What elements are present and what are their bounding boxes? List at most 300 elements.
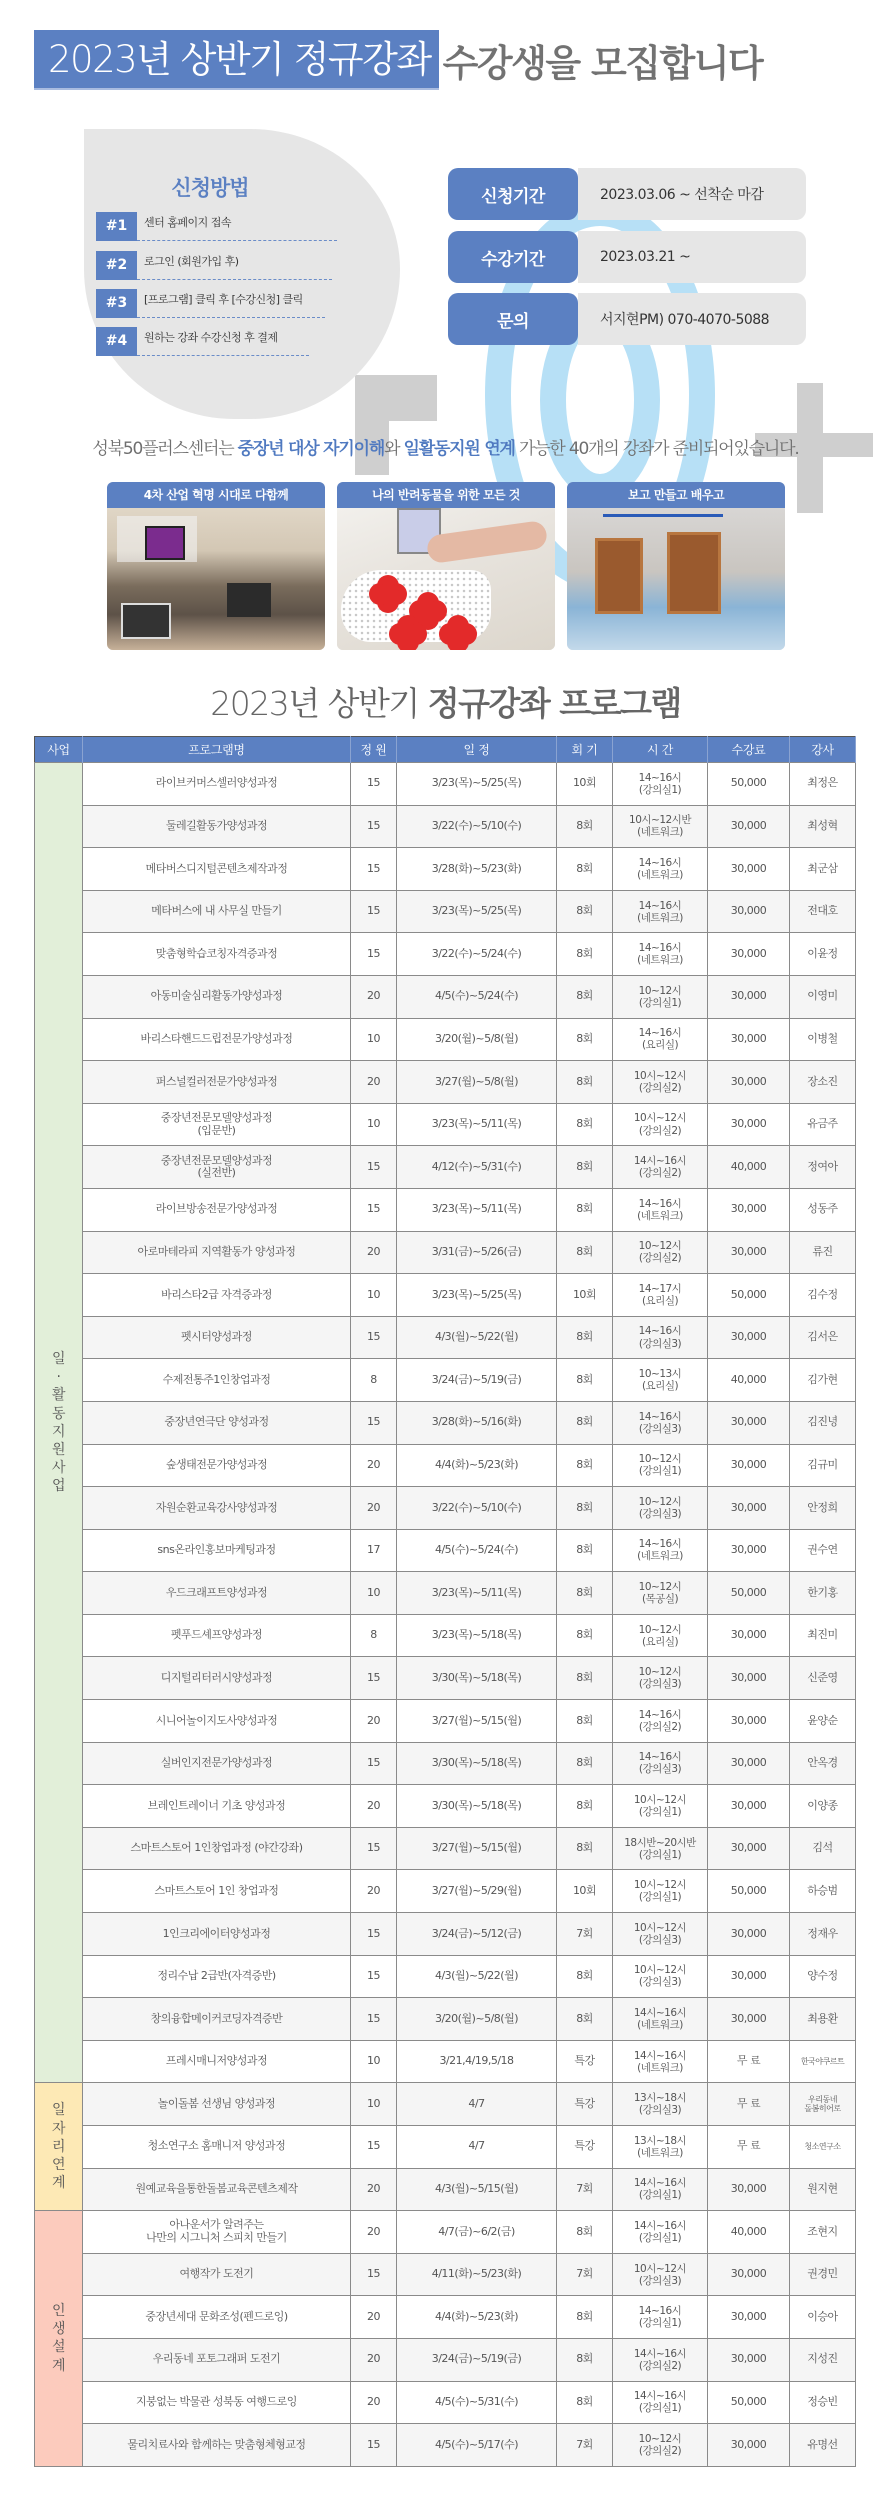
- fee-cell: [708, 2381, 790, 2424]
- sessions-cell-text: 8회: [576, 989, 593, 1003]
- time-cell-text: 10~12시: [638, 984, 682, 997]
- table-row: [35, 2126, 856, 2169]
- table-row: [35, 2424, 856, 2467]
- sessions-cell-text: 8회: [576, 2224, 593, 2238]
- fee-cell: [708, 1274, 790, 1317]
- capacity-cell-text: 15: [367, 1926, 380, 1940]
- sessions-cell: [557, 1146, 613, 1189]
- time-cell: [613, 933, 708, 976]
- instructor-cell: [790, 2168, 856, 2211]
- schedule-cell-text: 3/23(목)~5/11(목): [431, 1202, 522, 1216]
- program-name-cell-text: 브레인트레이너 기초 양성과정: [147, 1798, 286, 1812]
- capacity-cell: [351, 1742, 397, 1785]
- time-cell: [613, 1444, 708, 1487]
- time-cell-text: (강의실1): [638, 1848, 682, 1861]
- sessions-cell: [557, 890, 613, 933]
- table-row: [35, 1955, 856, 1998]
- capacity-cell: [351, 1614, 397, 1657]
- table-row: [35, 1487, 856, 1530]
- instructor-cell-text: 김가현: [807, 1372, 838, 1386]
- photo-card-classroom: [107, 482, 325, 650]
- fee-cell-text: 30,000: [730, 1543, 767, 1557]
- apply-step-2: [96, 252, 332, 278]
- fee-cell-text: 30,000: [730, 904, 767, 918]
- program-name-cell-text: 디지털리터러시양성과정: [160, 1670, 273, 1684]
- time-cell-text: 10~12시: [638, 1495, 682, 1508]
- time-cell-text: (강의실2): [638, 1252, 682, 1265]
- info-value: 2023.03.21 ~: [588, 231, 806, 283]
- time-cell-text: 14~16시: [638, 856, 682, 869]
- time-cell-text: (강의실2): [638, 2444, 682, 2457]
- col-fee: 수강료: [708, 737, 790, 763]
- sessions-cell: [557, 2296, 613, 2339]
- program-name-cell: [83, 933, 351, 976]
- capacity-cell-text: 17: [367, 1543, 380, 1557]
- time-cell-text: (요리실): [641, 1294, 679, 1307]
- program-name-cell: [83, 2168, 351, 2211]
- sessions-cell-text: 8회: [576, 2352, 593, 2366]
- time-cell-text: 14~16시: [638, 1708, 682, 1721]
- fee-cell: [708, 2083, 790, 2126]
- capacity-cell-text: 20: [367, 1883, 380, 1897]
- capacity-cell-text: 15: [367, 819, 380, 833]
- time-cell-text: (강의실1): [638, 1465, 682, 1478]
- program-name-cell: [83, 1955, 351, 1998]
- time-cell: [613, 975, 708, 1018]
- fee-cell: [708, 1444, 790, 1487]
- time-cell-text: (네트워크): [637, 954, 683, 967]
- photo-card-sewing: [337, 482, 555, 650]
- schedule-cell-text: 4/5(수)~5/24(수): [434, 1543, 519, 1557]
- schedule-cell: [397, 1359, 557, 1402]
- time-cell: [613, 1870, 708, 1913]
- schedule-cell: [397, 1827, 557, 1870]
- schedule-cell-text: 3/23(목)~5/25(목): [431, 776, 522, 790]
- program-name-cell: [83, 1188, 351, 1231]
- fee-cell: [708, 890, 790, 933]
- fee-cell-text: 50,000: [730, 776, 767, 790]
- instructor-cell: [790, 1785, 856, 1828]
- capacity-cell: [351, 1188, 397, 1231]
- title-highlight: 2023년 상반기 정규강좌: [34, 30, 439, 90]
- capacity-cell-text: 20: [367, 1500, 380, 1514]
- schedule-cell-text: 3/20(월)~5/8(월): [434, 1032, 519, 1046]
- schedule-cell: [397, 2381, 557, 2424]
- table-row: [35, 848, 856, 891]
- time-cell-text: 10~12시: [638, 1623, 682, 1636]
- program-name-cell-text: 아나운서가 알려주는: [169, 2218, 264, 2232]
- fee-cell-text: 50,000: [730, 1585, 767, 1599]
- capacity-cell-text: 10: [367, 1585, 380, 1599]
- instructor-cell-text: 김서은: [807, 1330, 838, 1344]
- time-cell-text: (강의실2): [638, 1167, 682, 1180]
- table-row: [35, 1700, 856, 1743]
- schedule-cell-text: 3/27(월)~5/29(월): [431, 1883, 522, 1897]
- capacity-cell-text: 15: [367, 861, 380, 875]
- schedule-cell: [397, 2424, 557, 2467]
- instructor-cell: [790, 1231, 856, 1274]
- program-name-cell: [83, 2211, 351, 2254]
- col-schedule: 일 정: [397, 737, 557, 763]
- capacity-cell-text: 10: [367, 2096, 380, 2110]
- sessions-cell: [557, 1359, 613, 1402]
- schedule-cell-text: 3/22(수)~5/10(수): [431, 819, 522, 833]
- capacity-cell: [351, 1529, 397, 1572]
- instructor-cell-text: 윤양순: [807, 1713, 838, 1727]
- time-cell-text: (강의실3): [638, 2104, 682, 2117]
- capacity-cell-text: 20: [367, 2182, 380, 2196]
- program-name-cell-text: (실전반): [197, 1166, 236, 1180]
- time-cell-text: (강의실3): [638, 1678, 682, 1691]
- fee-cell-text: 30,000: [730, 1628, 767, 1642]
- time-cell-text: (강의실3): [638, 1337, 682, 1350]
- fee-cell-text: 무 료: [736, 2054, 761, 2068]
- schedule-cell: [397, 2211, 557, 2254]
- capacity-cell-text: 15: [367, 2437, 380, 2451]
- fee-cell-text: 40,000: [730, 1159, 767, 1173]
- schedule-cell: [397, 890, 557, 933]
- schedule-cell-text: 4/5(수)~5/24(수): [434, 989, 519, 1003]
- time-cell: [613, 1572, 708, 1615]
- capacity-cell: [351, 1913, 397, 1956]
- time-cell-text: (요리실): [641, 1380, 679, 1393]
- program-name-cell: [83, 1103, 351, 1146]
- fee-cell: [708, 2424, 790, 2467]
- program-name-cell-text: 아로마테라피 지역활동가 양성과정: [137, 1245, 296, 1258]
- sessions-cell-text: 8회: [576, 2011, 593, 2025]
- instructor-cell-text: 최성혁: [807, 819, 838, 833]
- instructor-cell: [790, 1657, 856, 1700]
- fee-cell: [708, 975, 790, 1018]
- classroom-photo: [107, 508, 325, 650]
- time-cell-text: 10시~12시: [633, 1879, 687, 1892]
- instructor-cell-text: 김규미: [807, 1457, 838, 1471]
- schedule-cell: [397, 1955, 557, 1998]
- instructor-cell: [790, 1998, 856, 2041]
- program-name-cell-text: 청소연구소 홈매니저 양성과정: [147, 2139, 286, 2153]
- table-row: [35, 1614, 856, 1657]
- sessions-cell: [557, 1955, 613, 1998]
- fee-cell-text: 30,000: [730, 1415, 767, 1429]
- sessions-cell-text: 8회: [576, 861, 593, 875]
- capacity-cell: [351, 2126, 397, 2169]
- fee-cell-text: 30,000: [730, 819, 767, 833]
- instructor-cell: [790, 933, 856, 976]
- sessions-cell-text: 8회: [576, 1500, 593, 1514]
- instructor-cell: [790, 2253, 856, 2296]
- capacity-cell: [351, 848, 397, 891]
- fee-cell: [708, 763, 790, 806]
- fee-cell: [708, 1785, 790, 1828]
- sessions-cell: [557, 2253, 613, 2296]
- instructor-cell: [790, 2211, 856, 2254]
- capacity-cell-text: 20: [367, 1074, 380, 1088]
- category-cell: [35, 2083, 83, 2211]
- table-row: [35, 1359, 856, 1402]
- photo-card-woodwork: [567, 482, 785, 650]
- program-name-cell: [83, 2083, 351, 2126]
- instructor-cell-text: 이병철: [807, 1032, 838, 1046]
- schedule-cell-text: 4/4(화)~5/23(화): [434, 1457, 519, 1471]
- table-row: [35, 1870, 856, 1913]
- time-cell: [613, 1998, 708, 2041]
- sessions-cell-text: 8회: [576, 1074, 593, 1088]
- schedule-cell-text: 3/30(목)~5/18(목): [431, 1798, 522, 1812]
- fee-cell-text: 30,000: [730, 2182, 767, 2196]
- capacity-cell: [351, 1061, 397, 1104]
- instructor-cell-text: 김석: [812, 1841, 833, 1855]
- sessions-cell: [557, 1188, 613, 1231]
- schedule-cell: [397, 2338, 557, 2381]
- time-cell-text: 14~16시: [638, 1751, 682, 1764]
- schedule-cell: [397, 975, 557, 1018]
- instructor-cell-text: 양수정: [807, 1969, 838, 1983]
- table-row: [35, 1274, 856, 1317]
- sessions-cell: [557, 1742, 613, 1785]
- time-cell-text: 14시~16시: [633, 2347, 687, 2360]
- program-name-cell: [83, 805, 351, 848]
- sessions-cell-text: 8회: [576, 1202, 593, 1216]
- fee-cell-text: 30,000: [730, 861, 767, 875]
- sessions-cell: [557, 2126, 613, 2169]
- fee-cell-text: 40,000: [730, 2224, 767, 2238]
- table-row: [35, 890, 856, 933]
- time-cell: [613, 2381, 708, 2424]
- capacity-cell: [351, 933, 397, 976]
- sessions-cell: [557, 1614, 613, 1657]
- program-name-cell-text: 창의융합메이커코딩자격증반: [150, 2011, 283, 2025]
- fee-cell: [708, 1700, 790, 1743]
- instructor-cell-text: 하승범: [807, 1883, 838, 1897]
- schedule-cell: [397, 1529, 557, 1572]
- intro-text: 와: [384, 439, 404, 459]
- fee-cell-text: 30,000: [730, 1670, 767, 1684]
- fee-cell: [708, 1401, 790, 1444]
- schedule-cell-text: 4/3(월)~5/15(월): [434, 2182, 519, 2196]
- fee-cell: [708, 2126, 790, 2169]
- fee-cell-text: 30,000: [730, 1202, 767, 1216]
- schedule-cell: [397, 1274, 557, 1317]
- schedule-cell-text: 3/27(월)~5/15(월): [431, 1841, 522, 1855]
- capacity-cell: [351, 2211, 397, 2254]
- schedule-cell-text: 3/24(금)~5/19(금): [431, 1372, 522, 1386]
- sessions-cell: [557, 848, 613, 891]
- schedule-cell-text: 3/23(목)~5/11(목): [431, 1117, 522, 1131]
- sessions-cell-text: 8회: [576, 1756, 593, 1770]
- instructor-cell: [790, 848, 856, 891]
- time-cell: [613, 890, 708, 933]
- program-name-cell: [83, 848, 351, 891]
- time-cell-text: (네트워크): [637, 1209, 683, 1222]
- capacity-cell-text: 15: [367, 1159, 380, 1173]
- instructor-cell-text: 유명선: [807, 2437, 838, 2451]
- capacity-cell: [351, 805, 397, 848]
- table-row: [35, 2296, 856, 2339]
- capacity-cell-text: 10: [367, 1287, 380, 1301]
- sessions-cell: [557, 1827, 613, 1870]
- capacity-cell: [351, 2168, 397, 2211]
- table-row: [35, 1572, 856, 1615]
- time-cell-text: 14시~16시: [633, 2006, 687, 2019]
- program-name-cell-text: sns온라인홍보마케팅과정: [157, 1543, 276, 1557]
- sessions-cell: [557, 1657, 613, 1700]
- program-name-cell: [83, 1742, 351, 1785]
- fee-cell-text: 30,000: [730, 1841, 767, 1855]
- schedule-cell-text: 3/28(화)~5/23(화): [431, 861, 522, 875]
- program-name-cell: [83, 1614, 351, 1657]
- time-cell: [613, 1614, 708, 1657]
- info-label: 신청기간: [448, 168, 578, 220]
- capacity-cell: [351, 1018, 397, 1061]
- step-number: #3: [96, 289, 137, 318]
- fee-cell-text: 30,000: [730, 1926, 767, 1940]
- program-name-cell-text: 숲생태전문가양성과정: [165, 1457, 268, 1471]
- sessions-cell: [557, 1870, 613, 1913]
- capacity-cell: [351, 1231, 397, 1274]
- time-cell: [613, 1103, 708, 1146]
- time-cell: [613, 1359, 708, 1402]
- fee-cell: [708, 1572, 790, 1615]
- program-name-cell: [83, 1359, 351, 1402]
- sessions-cell-text: 8회: [576, 2309, 593, 2323]
- program-name-cell-text: 맞춤형학습코칭자격증과정: [155, 946, 278, 960]
- time-cell: [613, 2296, 708, 2339]
- time-cell: [613, 1955, 708, 1998]
- fee-cell: [708, 1913, 790, 1956]
- instructor-cell: [790, 1529, 856, 1572]
- program-table: [34, 736, 856, 2467]
- instructor-cell-text: 김수정: [807, 1287, 838, 1301]
- fee-cell-text: 50,000: [730, 1287, 767, 1301]
- capacity-cell: [351, 1274, 397, 1317]
- sessions-cell: [557, 1998, 613, 2041]
- instructor-cell-text: 신준영: [807, 1670, 838, 1684]
- program-name-cell-text: 놀이돌봄 선생님 양성과정: [157, 2096, 276, 2110]
- fee-cell: [708, 1955, 790, 1998]
- time-cell-text: 14시~16시: [633, 2177, 687, 2190]
- time-cell-text: (강의실3): [638, 1933, 682, 1946]
- instructor-cell-text: 이양종: [807, 1798, 838, 1812]
- instructor-cell: [790, 805, 856, 848]
- sessions-cell-text: 특강: [574, 2096, 595, 2110]
- program-name-cell-text: 중장년연극단 양성과정: [164, 1415, 269, 1429]
- capacity-cell-text: 10: [367, 1117, 380, 1131]
- time-cell-text: 14시~16시: [633, 2219, 687, 2232]
- capacity-cell-text: 20: [367, 1798, 380, 1812]
- program-name-cell-text: 시니어놀이지도사양성과정: [155, 1713, 278, 1727]
- step-text: 로그인 (회원가입 후): [137, 251, 332, 280]
- program-name-cell: [83, 1444, 351, 1487]
- time-cell-text: 10~12시: [638, 2432, 682, 2445]
- sessions-cell-text: 특강: [574, 2054, 595, 2068]
- capacity-cell-text: 15: [367, 2139, 380, 2153]
- capacity-cell: [351, 1487, 397, 1530]
- fee-cell: [708, 1529, 790, 1572]
- time-cell-text: 14시~16시: [633, 2390, 687, 2403]
- fee-cell-text: 40,000: [730, 1372, 767, 1386]
- fee-cell: [708, 1359, 790, 1402]
- table-row: [35, 1444, 856, 1487]
- sessions-cell-text: 8회: [576, 1969, 593, 1983]
- program-name-cell-text: 펫푸드셰프양성과정: [170, 1628, 263, 1642]
- schedule-cell-text: 4/3(월)~5/22(월): [434, 1969, 519, 1983]
- fee-cell: [708, 848, 790, 891]
- sessions-cell: [557, 2168, 613, 2211]
- fee-cell: [708, 805, 790, 848]
- time-cell: [613, 2338, 708, 2381]
- instructor-cell: [790, 763, 856, 806]
- apply-step-3: [96, 290, 325, 316]
- schedule-cell: [397, 1188, 557, 1231]
- fee-cell: [708, 2168, 790, 2211]
- instructor-cell: [790, 2424, 856, 2467]
- time-cell: [613, 1913, 708, 1956]
- sessions-cell: [557, 1444, 613, 1487]
- schedule-cell-text: 3/20(월)~5/8(월): [434, 2011, 519, 2025]
- instructor-cell: [790, 1444, 856, 1487]
- instructor-cell: [790, 2040, 856, 2083]
- capacity-cell: [351, 1657, 397, 1700]
- sessions-cell: [557, 1487, 613, 1530]
- sessions-cell-text: 특강: [574, 2139, 595, 2153]
- title-rest: 수강생을 모집합니다: [442, 42, 763, 85]
- fee-cell: [708, 1061, 790, 1104]
- program-name-cell-text: 프레시매니저양성과정: [165, 2054, 268, 2068]
- table-row: [35, 2253, 856, 2296]
- col-capacity: 정 원: [351, 737, 397, 763]
- table-row: [35, 1103, 856, 1146]
- program-name-cell-text: 라이브방송전문가양성과정: [155, 1202, 278, 1216]
- sessions-cell: [557, 975, 613, 1018]
- sessions-cell-text: 8회: [576, 1713, 593, 1727]
- program-name-cell: [83, 2040, 351, 2083]
- program-name-cell: [83, 1657, 351, 1700]
- schedule-cell: [397, 1316, 557, 1359]
- instructor-cell: [790, 1742, 856, 1785]
- fee-cell: [708, 1018, 790, 1061]
- table-row: [35, 1913, 856, 1956]
- program-name-cell-text: 정리수납 2급반(자격증반): [157, 1969, 276, 1983]
- time-cell-text: 10시~12시반: [629, 814, 691, 827]
- capacity-cell: [351, 1700, 397, 1743]
- fee-cell-text: 30,000: [730, 946, 767, 960]
- schedule-cell-text: 3/22(수)~5/24(수): [431, 946, 522, 960]
- capacity-cell: [351, 975, 397, 1018]
- sessions-cell-text: 8회: [576, 1585, 593, 1599]
- schedule-cell-text: 3/23(목)~5/11(목): [431, 1585, 522, 1599]
- category-label: 일자리연계: [51, 2102, 66, 2192]
- capacity-cell-text: 10: [367, 1032, 380, 1046]
- instructor-cell: [790, 1061, 856, 1104]
- time-cell: [613, 2424, 708, 2467]
- program-name-cell: [83, 1870, 351, 1913]
- sessions-cell: [557, 2338, 613, 2381]
- table-row: [35, 2381, 856, 2424]
- capacity-cell-text: 15: [367, 1330, 380, 1344]
- instructor-cell: [790, 2083, 856, 2126]
- category-cell: [35, 763, 83, 2083]
- schedule-cell: [397, 848, 557, 891]
- instructor-cell-text: 한기홍: [807, 1585, 838, 1599]
- fee-cell-text: 30,000: [730, 1756, 767, 1770]
- capacity-cell: [351, 2083, 397, 2126]
- schedule-cell-text: 3/23(목)~5/25(목): [431, 1287, 522, 1301]
- program-name-cell: [83, 2296, 351, 2339]
- time-cell-text: (강의실1): [638, 2402, 682, 2415]
- program-name-cell-text: 수제전통주1인창업과정: [162, 1372, 271, 1386]
- instructor-cell: [790, 1103, 856, 1146]
- time-cell: [613, 2083, 708, 2126]
